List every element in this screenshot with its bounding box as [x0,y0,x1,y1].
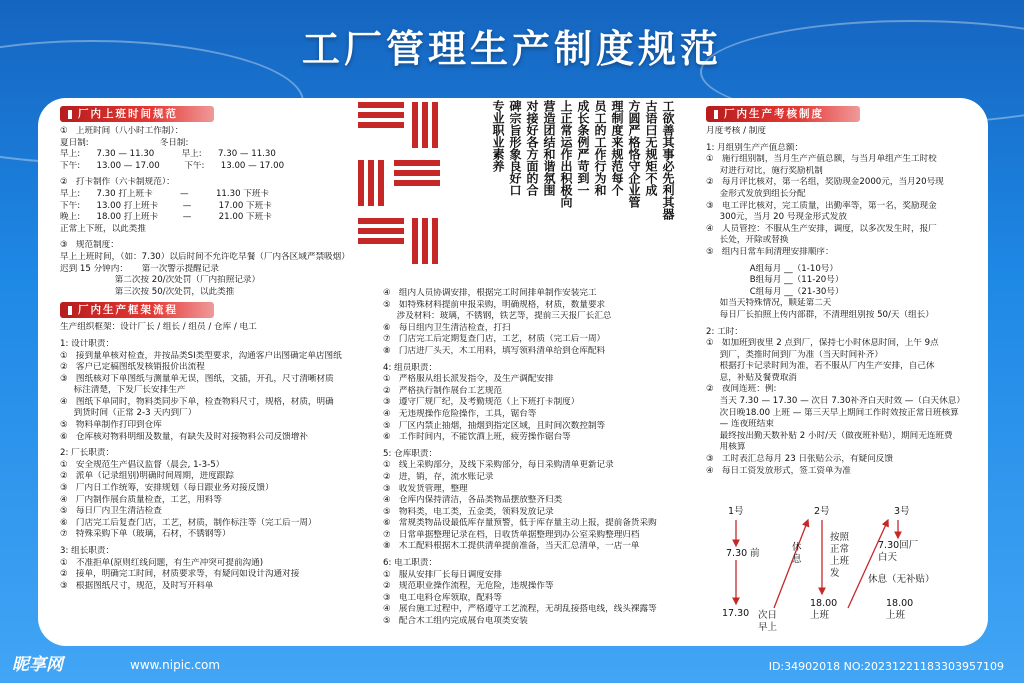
text-line: 2: 厂长职责： [60,448,115,459]
text-line: 息，补贴及餐费取消 [706,372,798,383]
calligraphy-column: 碑宗旨形象良好口 [508,100,522,196]
text-line: 1: 设计职责： [60,338,115,349]
text-line: ⑤ 组内日常车间清理安排顺序： [706,246,834,257]
text-line: — 连夜班结束 [706,419,774,430]
text-line: ① 严格服从组长派发指令，及生产调配安排 [383,374,554,385]
flow-rest-2: 休息（无补贴） [868,574,935,585]
text-line: ⑧ 门店进厂头天，木工用料，填写领料清单给到仓库配料 [383,345,606,356]
text-line: ① 安全规范生产倡议监督（晨会, 1-3-5） [60,459,225,470]
text-line: 用核算 [706,442,746,453]
middle-column [383,288,688,646]
text-line: ③ 图纸核对下单图纸与测量单无误，图纸，文插，开孔，尺寸清晰材质 [60,373,334,384]
text-line: ① 服从安排厂长每日调度安排 [383,569,503,580]
text-line: ⑥ 常规类物品设最低库存量预警，低于库存量主动上报，提前备货采购 [383,518,657,529]
flow-time-2: 17.30 [722,608,750,619]
text-line: ⑥ 工作时间内，不能饮酒上班，疲劳操作锯台等 [383,432,571,443]
calligraphy-column: 古语曰无规矩不成 [644,100,658,196]
flow-normal-shift: 按照 正常 上班 发 [830,532,850,579]
text-line: 涉及材料：玻璃，不锈钢，铁艺等，提前三天报厂长汇总 [383,311,612,322]
text-line: 标注清楚，下发厂长安排生产 [60,385,186,396]
text-line: ④ 人员管控：不服从生产安排，调度，以多次发生时，报厂 [706,223,937,234]
text-line: ④ 无违规操作危险操作，工具，锯台等 [383,408,537,419]
text-line: 对进行对比，施行奖励机制 [706,165,823,176]
flow-time-3: 18.00 上班 [810,598,838,621]
flow-time-5: 18.00 上班 [886,598,914,621]
text-line: ⑤ 物料类，电工类，五金类，领料发放记录 [383,506,554,517]
text-line: 5: 仓库职责： [383,448,438,459]
text-line: ③ 遵守厂规厂纪，及考勤规范（上下班打卡制度） [383,397,580,408]
text-line: ③ 电工电料仓库领取，配料等 [383,592,503,603]
text-line: 正常上下班，以此类推 [60,223,146,234]
site-logo: 昵享网 [12,655,63,675]
text-line: 月度考核 / 制度 [706,126,766,136]
text-line: ① 线上采购部分，及线下采购部分，每日采购清单更新记录 [383,460,614,471]
text-line: ⑤ 如特殊材料提前申报采购，明确规格，材质，数量要求 [383,299,606,310]
section-heading-production-flow: 厂内生产框架流程 [60,302,214,318]
text-line: ⑥ 每日组内卫生清洁检查，打扫 [383,322,511,333]
work-hours-text [60,126,350,298]
section-heading-assessment: 厂内生产考核制度 [706,106,860,122]
text-line: ⑦ 门店完工后定期复查门店，工艺，材质（完工后一周） [383,334,606,345]
text-line: ④ 组内人员协调安排，根据完工时间排单制作安装完工 [383,288,597,298]
text-line: 早上上班时间，（如：7.30）以后时间不允许吃早餐（厂内各区域严禁吸烟） [60,251,350,262]
text-line: ⑤ 配合木工组内完成展台电项类安装 [383,616,528,627]
text-line: ⑦ 特殊采购下单（玻璃，石材，不锈钢等） [60,529,231,540]
text-line: 到货时间（正常 2-3 天内到厂） [60,408,197,419]
text-line: 早上: 7.30 打上班卡 — 11.30 下班卡 [60,188,270,199]
text-line: ② 接单，明确完工时间，材质要求等，有疑问如设计沟通对接 [60,569,300,580]
text-line: C组每月 __（21-30号） [706,286,844,297]
text-line: ③ 电工评比核对，完工质量，出勤率等，第一名，奖励现金 [706,200,937,211]
text-line: 第二次按 20/次处罚（厂内拍照记录） [60,275,261,286]
text-line: 早上: 7.30 — 11.30 早上: 7.30 — 11.30 [60,149,276,160]
calligraphy-column: 员工的工作行为和 [593,100,607,196]
text-line: ② 客户已定稿图纸发核销报价出流程 [60,362,205,373]
text-line: ④ 仓库内保持清洁，各品类物品摆放整齐归类 [383,495,563,506]
calligraphy-column: 上正常运作出积极向 [559,100,573,208]
content-board [38,98,988,646]
text-line: 下午: 13.00 打上班卡 — 17.00 下班卡 [60,200,272,211]
flow-day-3: 3号 [894,506,910,517]
flow-next-morning: 次日 早上 [758,610,778,633]
text-line: 次日晚18.00 上班 — 第三天早上期间工作时效按正常日班核算 [706,407,959,418]
text-line: ① 不准拒单(原则红线问题，有生产冲突可提前沟通) [60,557,264,568]
text-line: ① 如加班到夜里 2 点到厂，保持七小时休息时间，上午 9点 [706,338,939,349]
text-line: ④ 每日工资发放形式，签工资单为准 [706,465,851,476]
text-line: ④ 厂内制作展台质量检查，工艺，用料等 [60,494,222,505]
production-flow-text [60,322,350,592]
calligraphy-text [474,98,674,278]
text-line: 迟到 15 分钟内： 第一次警示提醒记录 [60,263,219,274]
flow-day-1: 1号 [728,506,744,517]
text-line: ③ 厂内日工作统筹，安排规划（每日跟业务对接反馈） [60,483,274,494]
text-line: ③ 收发货管理，整理 [383,483,468,494]
calligraphy-column: 方圆严格恪守企业管 [627,100,641,208]
calligraphy-column: 成长条例严苛到一 [576,100,590,196]
section-heading-work-hours: 厂内上班时间规范 [60,106,214,122]
text-line: 当天 7.30 — 17.30 — 次日 7.30补齐白天时效 —（白天休息） [706,396,965,407]
flow-rest-1: 休 息 [792,542,802,565]
text-line: 4: 组员职责： [383,362,438,373]
text-line: 第三次按 50/次处罚，以此类推 [60,286,235,297]
calligraphy-column: 对接好各方面的合 [525,100,539,196]
text-line: ③ 工时表汇总每月 23 日张贴公示，有疑问反馈 [706,454,893,465]
text-line: 1: 月组别生产产值总额： [706,142,804,153]
text-line: 长处，开除或替换 [706,235,789,246]
text-line: 每日厂长拍照上传内部群，不清理组别按 50/天（组长） [706,309,934,320]
flow-time-4: 7.30回厂 白天 [878,540,919,563]
text-line: 如当天特殊情况，顺延第二天 [706,298,832,309]
text-line: B组每月 __（11-20号） [706,275,844,286]
duties-text [383,288,688,628]
text-line: ⑥ 仓库核对物料明细及数量，有缺失及时对接物料公司反馈增补 [60,431,308,442]
left-column [60,98,350,646]
text-line: 最终按出勤天数补贴 2 小时/天（做夜班补贴），期间无连班费 [706,430,953,441]
image-id-code: ID:34902018 NO:20231221183303957109 [768,660,1004,673]
text-line: ② 规范职业操作流程，无危险，违规操作等 [383,581,554,592]
page-title: 工厂管理生产制度规范 [301,27,722,71]
text-line: ⑤ 物料单制作打印到仓库 [60,420,162,431]
text-line: 根据打卡记录时间为准，若不服从厂内生产安排，自己休 [706,361,935,372]
text-line: ⑤ 每日厂内卫生清洁检查 [60,506,162,517]
text-line: 300元，当月 20 号现金形式发放 [706,212,847,223]
text-line: 晚上: 18.00 打上班卡 — 21.00 下班卡 [60,212,272,223]
text-line: ① 施行组别制，当月生产产值总额，与当月单组产生工时校 [706,154,937,165]
text-line: 3: 组长职责： [60,546,115,556]
text-line: ② 进，销，存，流水账记录 [383,471,494,482]
calligraphy-column: 工欲善其事必先利其器 [661,100,675,220]
shift-flow-diagram [718,498,978,638]
text-line: ④ 展台施工过程中，严格遵守工艺流程，无胡乱接搭电线，线头裸露等 [383,604,657,615]
flow-day-2: 2号 [814,506,830,517]
text-line: 生产组织框架：设计厂长 / 组长 / 组员 / 仓库 / 电工 [60,322,257,333]
text-line: ① 接到量单核对检查，并按品类SI类型要求，沟通客户出图确定单店图纸 [60,350,342,361]
text-line: 到厂，类推时间到厂为准（当天时间补齐） [706,349,883,360]
calligraphy-column: 营造团结和谐氛围 [542,100,556,196]
text-line: 金形式发放到组长分配 [706,188,806,199]
text-line: ② 严格执行制作展台工艺规范 [383,385,503,396]
text-line: ⑤ 厂区内禁止抽烟，抽烟到指定区域，且时间次数控制等 [383,420,606,431]
text-line: A组每月 __（1-10号） [706,263,838,274]
text-line: 2: 工时： [706,326,743,337]
text-line: ④ 图纸下单同时，物料类同步下单，检查物料尺寸，规格，材质，明确 [60,396,334,407]
calligraphy-column: 理制度来规范每个 [610,100,624,196]
text-line: ② 夜间连班：例: [706,384,777,395]
text-line: ② 每月评比核对，第一名组，奖励现金2000元，当月20号现 [706,177,944,188]
text-line: ③ 规范制度： [60,240,119,251]
text-line: 夏日制: 冬日制: [60,137,189,148]
text-line: 下午: 13.00 — 17.00 下午: 13.00 — 17.00 [60,160,285,171]
footer-bar [0,653,1024,683]
text-line: ⑦ 日常单据整理记录在档，日收货单据整理到办公室采购整理归档 [383,529,640,540]
text-line: ⑥ 门店完工后复查门店，工艺，材质，制作标注等（完工后一周） [60,517,317,528]
text-line: ② 打卡制作（六卡制规范）： [60,177,175,188]
text-line: ① 上班时间（八小时工作制）： [60,126,184,136]
assessment-text [706,126,978,477]
calligraphy-column: 专业职业素养 [491,100,505,172]
text-line: ② 派单（记录组别)明确时间周期，进度跟踪 [60,471,234,482]
red-pattern-art [354,98,464,273]
site-url: www.nipic.com [130,658,221,672]
text-line: ③ 根据图纸尺寸，规范，及时写开料单 [60,580,214,591]
text-line: 6: 电工职责： [383,558,438,569]
text-line: ⑧ 木工配料根据木工提供清单提前准备，当天汇总清单，一店一单 [383,541,640,552]
flow-time-1: 7.30 前 [726,548,760,559]
